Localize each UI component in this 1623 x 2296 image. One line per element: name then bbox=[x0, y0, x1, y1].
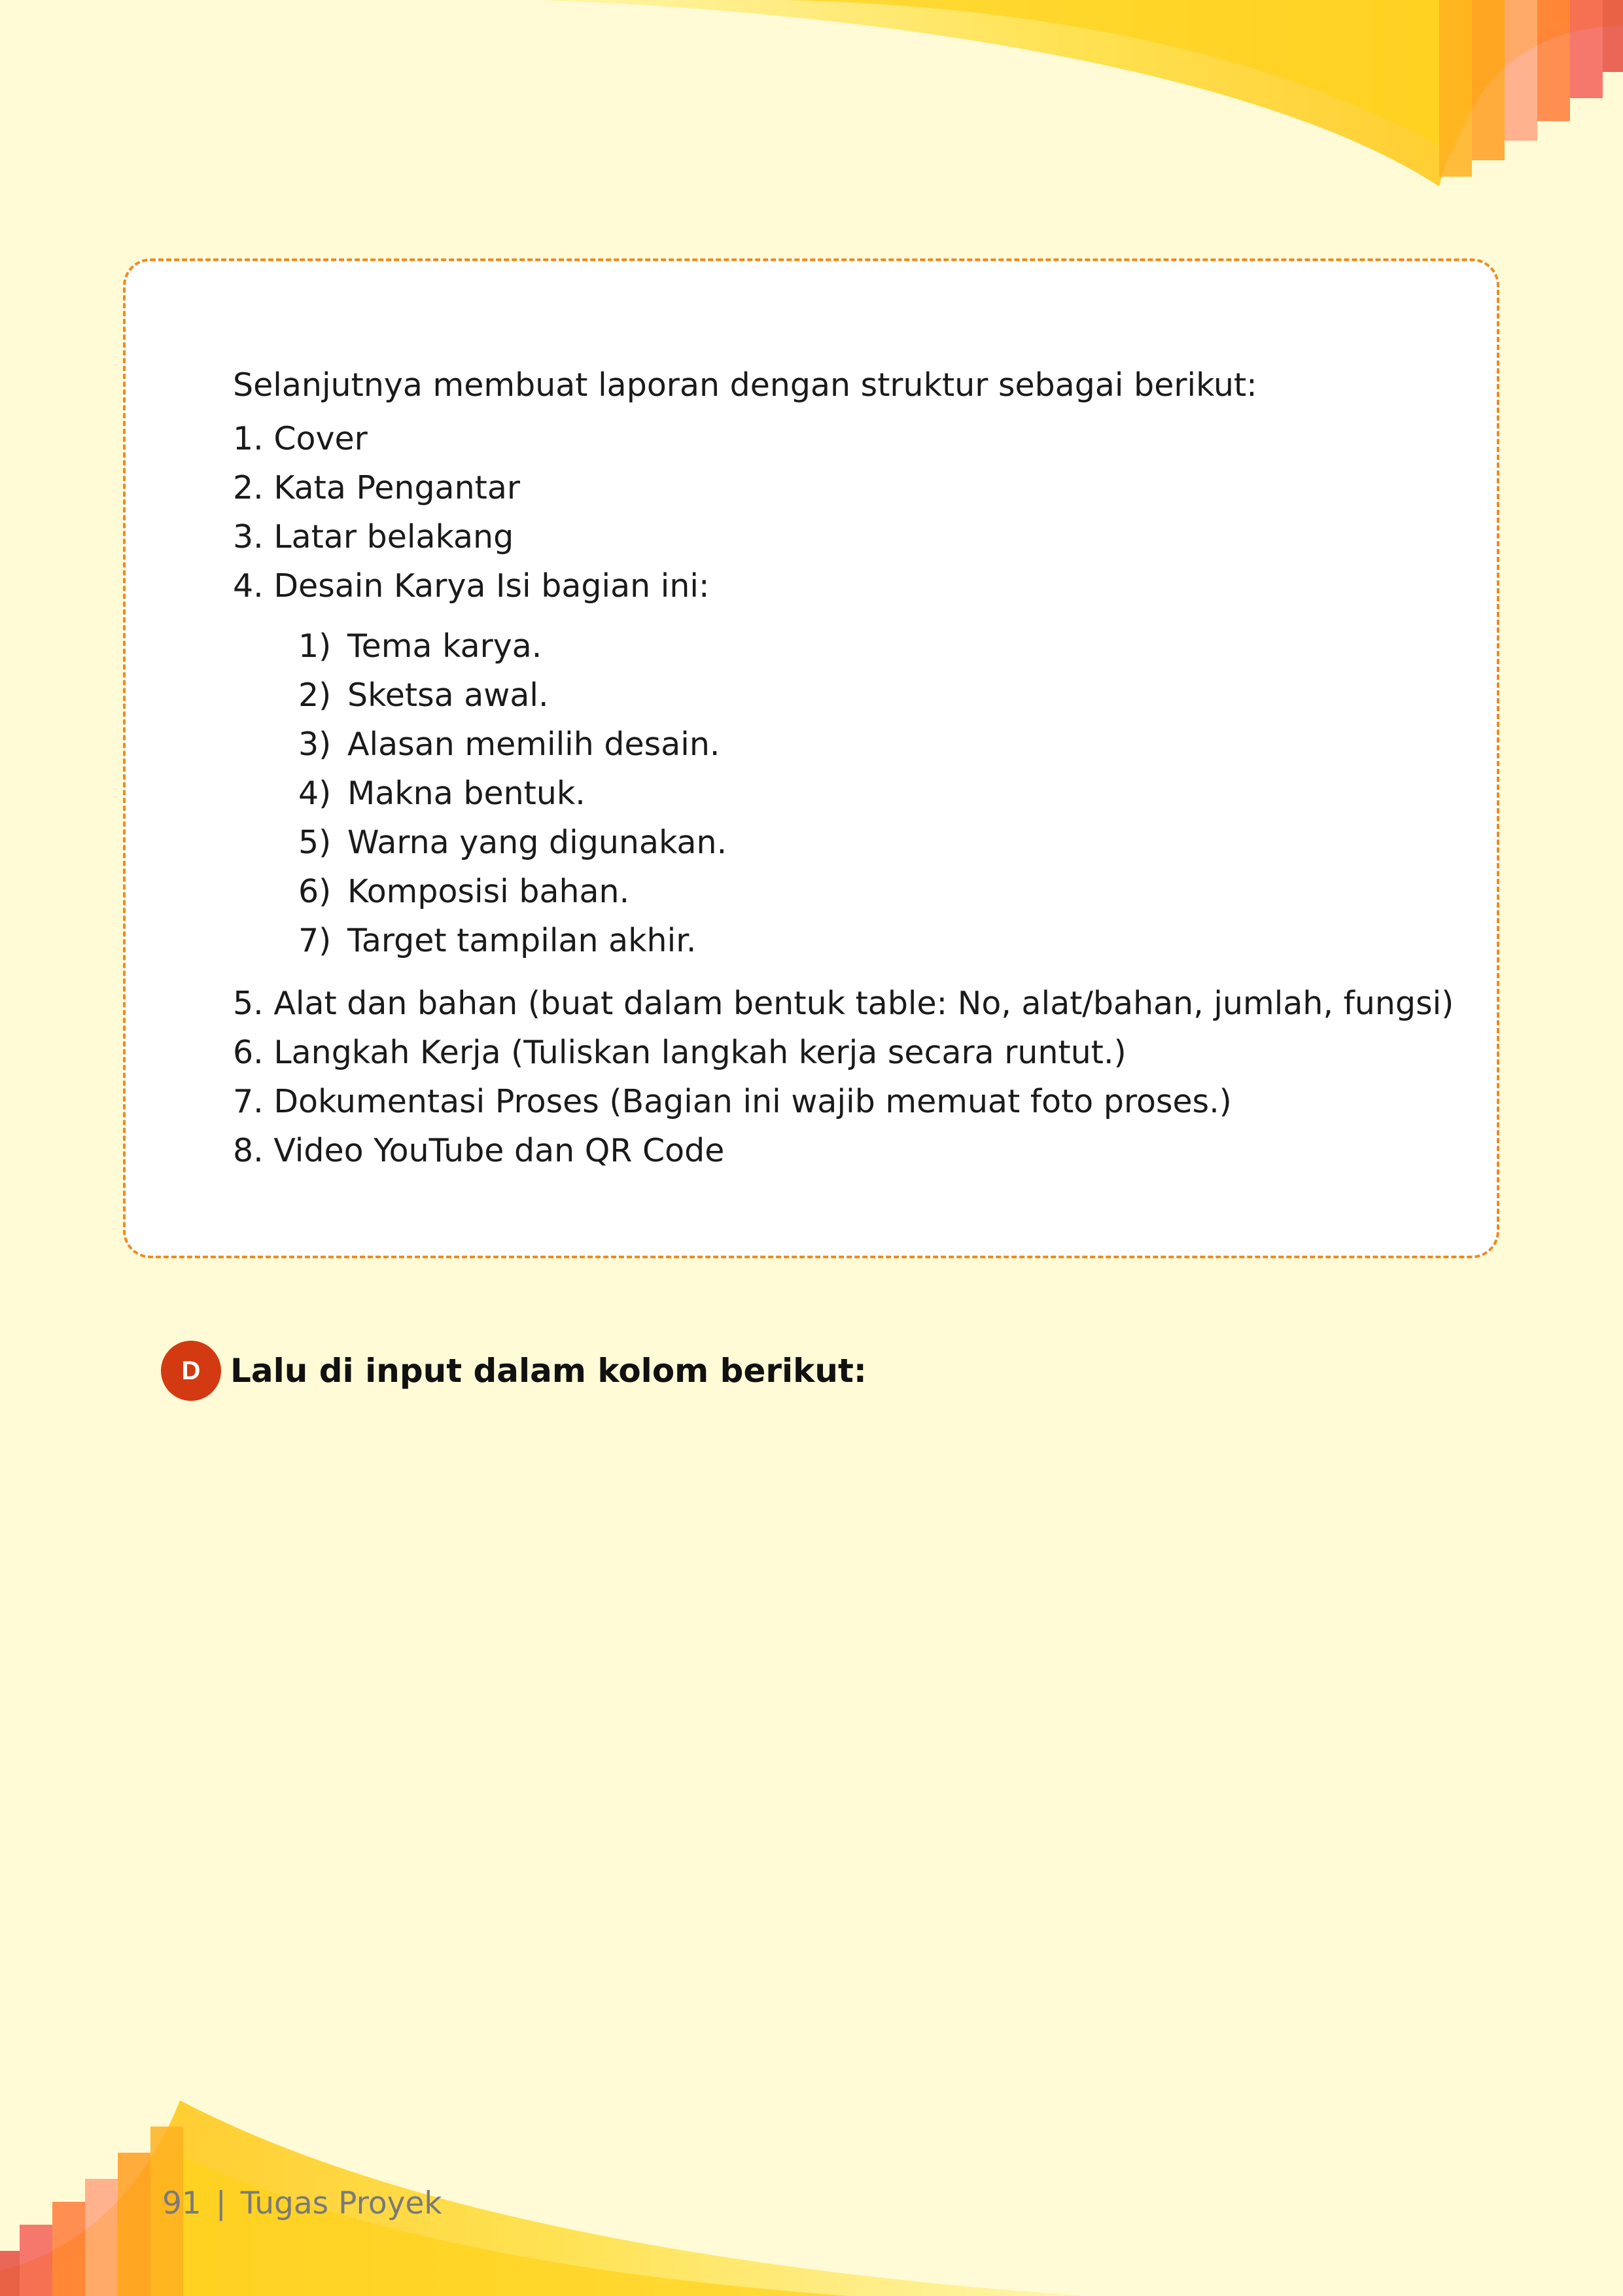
sublist-number: 6) bbox=[298, 873, 332, 910]
sublist-number: 7) bbox=[298, 922, 332, 959]
footer-title: Tugas Proyek bbox=[240, 2185, 442, 2221]
sublist-item bbox=[298, 720, 727, 769]
list-item: 4. Desain Karya Isi bagian ini: bbox=[233, 567, 710, 605]
design-sublist bbox=[298, 622, 727, 965]
list-item: 6. Langkah Kerja (Tuliskan langkah kerja secara runtut.) bbox=[233, 1034, 1126, 1071]
sublist-number: 2) bbox=[298, 677, 332, 714]
intro-text: Selanjutnya membuat laporan dengan struktur sebagai berikut: bbox=[233, 366, 1257, 404]
sublist-item bbox=[298, 818, 727, 867]
sublist-text: Alasan memilih desain. bbox=[347, 726, 720, 763]
sublist-text: Komposisi bahan. bbox=[347, 873, 630, 910]
list-item: 5. Alat dan bahan (buat dalam bentuk table: No, alat/bahan, jumlah, fungsi) bbox=[233, 985, 1454, 1022]
list-item: 7. Dokumentasi Proses (Bagian ini wajib memuat foto proses.) bbox=[233, 1083, 1232, 1120]
sublist-item bbox=[298, 671, 727, 720]
footer-separator: | bbox=[215, 2185, 226, 2221]
section-badge: D bbox=[161, 1341, 221, 1401]
report-structure-list bbox=[233, 414, 710, 610]
page-footer bbox=[162, 2185, 442, 2221]
page-number: 91 bbox=[162, 2185, 201, 2221]
section-d-heading bbox=[161, 1345, 867, 1397]
sublist-item bbox=[298, 916, 727, 965]
report-structure-list-continued bbox=[233, 979, 1454, 1175]
sublist-number: 5) bbox=[298, 824, 332, 861]
list-item: 8. Video YouTube dan QR Code bbox=[233, 1132, 725, 1169]
section-heading-text: Lalu di input dalam kolom berikut: bbox=[230, 1352, 867, 1390]
sublist-number: 4) bbox=[298, 775, 332, 812]
sublist-item bbox=[298, 867, 727, 916]
list-item: 1. Cover bbox=[233, 420, 368, 457]
sublist-text: Sketsa awal. bbox=[347, 677, 549, 714]
sublist-text: Target tampilan akhir. bbox=[347, 922, 697, 959]
sublist-text: Makna bentuk. bbox=[347, 775, 585, 812]
sublist-number: 1) bbox=[298, 627, 332, 665]
sublist-item bbox=[298, 769, 727, 818]
list-item: 2. Kata Pengantar bbox=[233, 469, 521, 506]
list-item: 3. Latar belakang bbox=[233, 518, 514, 556]
sublist-item bbox=[298, 622, 727, 671]
sublist-text: Warna yang digunakan. bbox=[347, 824, 727, 861]
sublist-number: 3) bbox=[298, 726, 332, 763]
sublist-text: Tema karya. bbox=[347, 627, 542, 665]
